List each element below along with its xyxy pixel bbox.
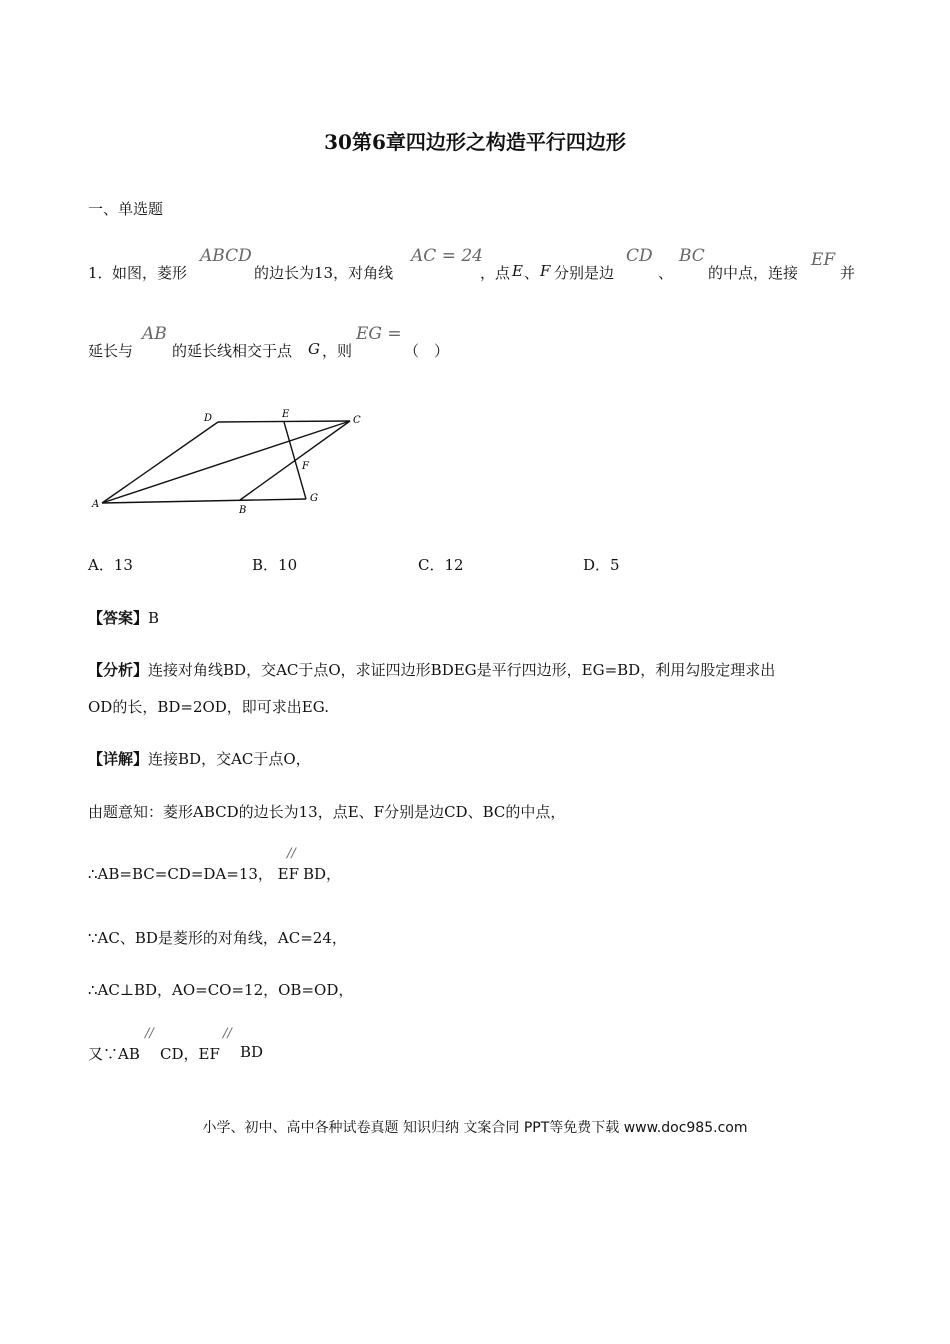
detail-line-2: 由题意知：菱形ABCD的边长为13，点E、F分别是边CD、BC的中点，	[88, 803, 566, 821]
question-text: ，点	[480, 264, 511, 282]
label-c: C	[353, 415, 361, 426]
math-ef: EF	[811, 250, 836, 270]
question-text: 并	[840, 264, 856, 282]
math-bc: BC	[679, 246, 705, 266]
analysis-tag: 【分析】	[88, 661, 149, 679]
label-d: D	[204, 413, 213, 424]
label-g: G	[310, 493, 318, 504]
question-number: 1．	[88, 264, 113, 282]
side-ad	[102, 422, 218, 503]
math-ab: AB	[142, 324, 167, 344]
question-text: 、	[658, 264, 674, 282]
analysis-line-1: 【分析】连接对角线BD，交AC于点O，求证四边形BDEG是平行四边形，EG=BD，利用勾股定理求出	[88, 661, 776, 679]
answer-blank: （ ）	[404, 342, 450, 360]
math-abcd: ABCD	[200, 246, 252, 266]
rhombus-figure	[88, 405, 368, 517]
answer-value: B	[148, 609, 160, 627]
math-ac-24: AC = 24	[411, 246, 483, 266]
detail-line-6: 又∵AB	[88, 1045, 140, 1063]
point-f: F	[540, 262, 551, 280]
question-text: 分别是边	[554, 264, 615, 282]
page-title: 30第6章四边形之构造平行四边形	[324, 130, 626, 154]
answer-line	[88, 607, 159, 628]
question-text: 延长与	[88, 342, 134, 360]
section-heading: 一、单选题	[88, 200, 164, 218]
question-text: 的边长为13，对角线	[254, 264, 394, 282]
analysis-line-2: OD的长，BD=2OD，即可求出EG.	[88, 698, 329, 716]
point-g: G	[308, 340, 320, 358]
option-c[interactable]: C．12	[418, 556, 464, 574]
point-e: E	[512, 262, 523, 280]
label-f: F	[302, 461, 309, 472]
question-text: 的延长线相交于点	[172, 342, 293, 360]
detail-line-6-end: BD	[240, 1043, 264, 1061]
math-eg: EG =	[356, 324, 402, 344]
label-e: E	[282, 409, 290, 420]
option-a[interactable]: A．13	[88, 556, 133, 574]
label-b: B	[239, 505, 247, 516]
parallel-symbol: //	[287, 846, 296, 861]
detail-line-3: ∴AB=BC=CD=DA=13， EF	[88, 865, 300, 883]
detail-line-5: ∴AC⊥BD，AO=CO=12，OB=OD，	[88, 981, 354, 999]
parallel-symbol: //	[223, 1026, 232, 1041]
question-text: ，则	[322, 342, 353, 360]
question-text: 、	[524, 264, 540, 282]
label-a: A	[92, 499, 100, 510]
side-dc	[218, 421, 350, 422]
footer-text: 小学、初中、高中各种试卷真题 知识归纳 文案合同 PPT等免费下载 www.doc985.com	[202, 1120, 748, 1136]
line-ag	[102, 499, 306, 503]
detail-line-3-end: BD，	[303, 865, 342, 883]
detail-line-4: ∵AC、BD是菱形的对角线，AC=24，	[88, 929, 347, 947]
answer-tag: 【答案】	[88, 609, 149, 627]
detail-line-6-mid: CD，EF	[160, 1045, 220, 1063]
detail-line-1: 【详解】连接BD，交AC于点O，	[88, 750, 311, 768]
option-d[interactable]: D．5	[583, 556, 620, 574]
parallel-symbol: //	[145, 1026, 154, 1041]
diagonal-ac	[102, 421, 350, 503]
question-text: 的中点，连接	[708, 264, 799, 282]
option-b[interactable]: B．10	[252, 556, 298, 574]
detail-tag: 【详解】	[88, 750, 149, 768]
question-text: 如图，菱形	[112, 264, 188, 282]
math-cd: CD	[626, 246, 653, 266]
